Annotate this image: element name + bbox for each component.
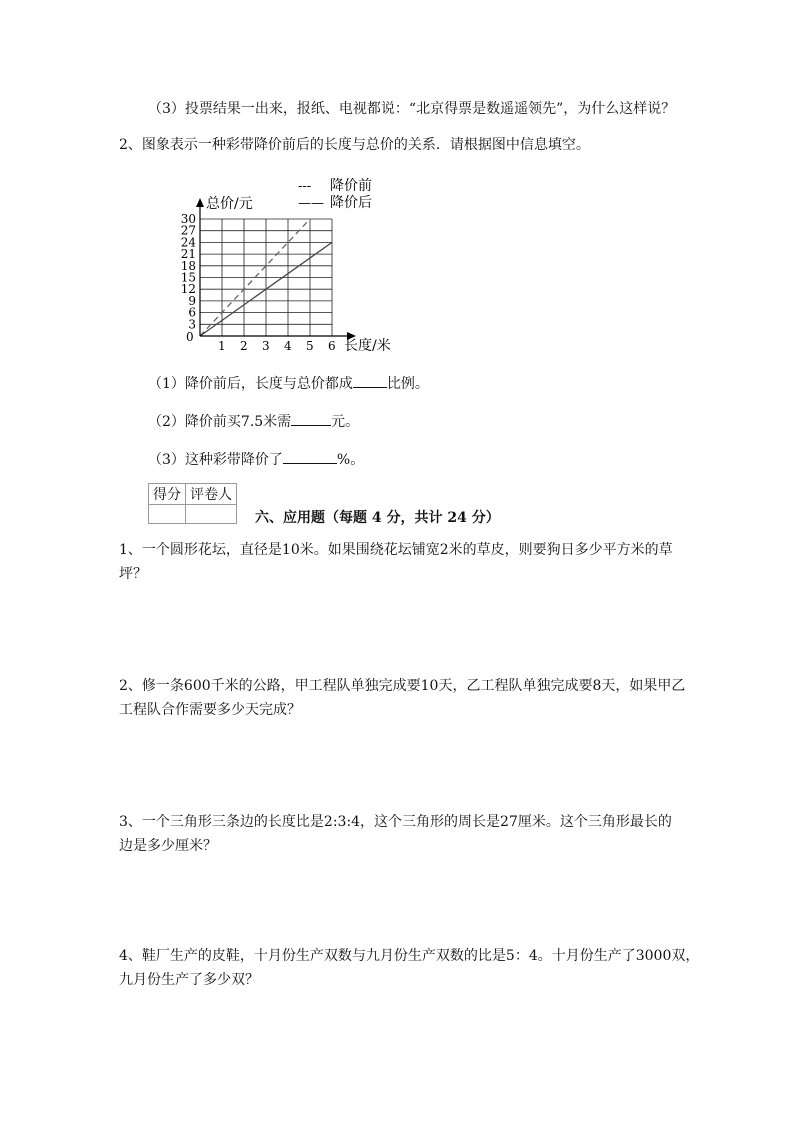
problem-3-line-1: 3、一个三角形三条边的长度比是2:3:4，这个三角形的周长是27厘米。这个三角形最长的 (119, 814, 672, 830)
problem-1-line-2: 坪？ (119, 566, 147, 582)
y-axis-label: 总价/元 (206, 196, 253, 212)
problem-2-line-1: 2、修一条600千米的公路，甲工程队单独完成要10天，乙工程队单独完成要8天，如果甲乙 (119, 678, 686, 694)
legend-label-before: 降价前 (330, 178, 372, 194)
problem-4-line-2: 九月份生产了多少双？ (119, 972, 259, 988)
fill-3-prefix: （3）这种彩带降价了 (148, 452, 283, 468)
problem-3-line-2: 边是多少厘米？ (119, 838, 217, 854)
section-title: 六、应用题（每题 4 分，共计 24 分） (255, 510, 500, 526)
fill-blank-1 (148, 373, 429, 394)
chart-grid (200, 219, 332, 336)
price-length-chart (150, 170, 410, 360)
y-tick-label: 21 (180, 247, 196, 262)
score-cell[interactable] (149, 505, 186, 524)
grader-label: 评卷人 (186, 484, 237, 505)
problem-4-line-1: 4、鞋厂生产的皮鞋，十月份生产双数与九月份生产双数的比是5：4。十月份生产了3000双， (119, 948, 700, 964)
y-tick-label: 30 (180, 212, 196, 226)
fill-1-suffix: 比例。 (386, 376, 429, 392)
legend-symbol-after: —— (298, 196, 324, 211)
legend-symbol-before: --- (298, 179, 312, 194)
x-tick-label: 3 (262, 339, 270, 353)
score-box (148, 483, 237, 524)
x-axis-label: 长度/米 (344, 338, 391, 354)
fill-blank-2 (148, 411, 359, 432)
x-tick-label: 1 (218, 339, 226, 353)
y-tick-label: 12 (180, 282, 196, 297)
score-label: 得分 (149, 484, 186, 505)
x-tick-label: 5 (306, 339, 314, 353)
problem-2-line-2: 工程队合作需要多少天完成？ (119, 702, 301, 718)
answer-blank-1[interactable] (353, 373, 387, 388)
fill-1-prefix: （1）降价前后，长度与总价都成 (148, 376, 353, 392)
x-tick-label: 2 (240, 339, 248, 353)
fill-2-suffix: 元。 (331, 414, 360, 430)
y-tick-label: 24 (180, 235, 196, 250)
answer-blank-2[interactable] (291, 411, 331, 426)
x-tick-label: 4 (284, 339, 292, 353)
y-tick-label: 18 (180, 258, 196, 273)
x-tick-label: 6 (328, 339, 336, 353)
y-tick-label: 27 (180, 223, 196, 238)
y-tick-label: 9 (188, 293, 196, 308)
problem-1-line-1: 1、一个圆形花坛，直径是10米。如果围绕花坛铺宽2米的草皮，则要狗日多少平方米的草 (119, 542, 673, 558)
legend-label-after: 降价后 (330, 195, 372, 211)
origin-label: 0 (186, 330, 194, 344)
y-tick-label: 3 (188, 317, 196, 332)
y-tick-label: 15 (180, 270, 196, 285)
y-tick-label: 6 (188, 305, 196, 320)
y-axis-arrow (196, 198, 204, 207)
answer-blank-3[interactable] (283, 449, 337, 464)
question-3-text: （3）投票结果一出来，报纸、电视都说：“北京得票是数遥遥领先”，为什么这样说？ (148, 101, 676, 117)
fill-2-prefix: （2）降价前买7.5米需 (148, 414, 292, 430)
fill-blank-3 (148, 449, 364, 470)
grader-cell[interactable] (186, 505, 237, 524)
fill-3-suffix: %。 (336, 452, 365, 468)
question-2-intro: 2、图象表示一种彩带降价前后的长度与总价的关系．请根据图中信息填空。 (119, 137, 590, 153)
